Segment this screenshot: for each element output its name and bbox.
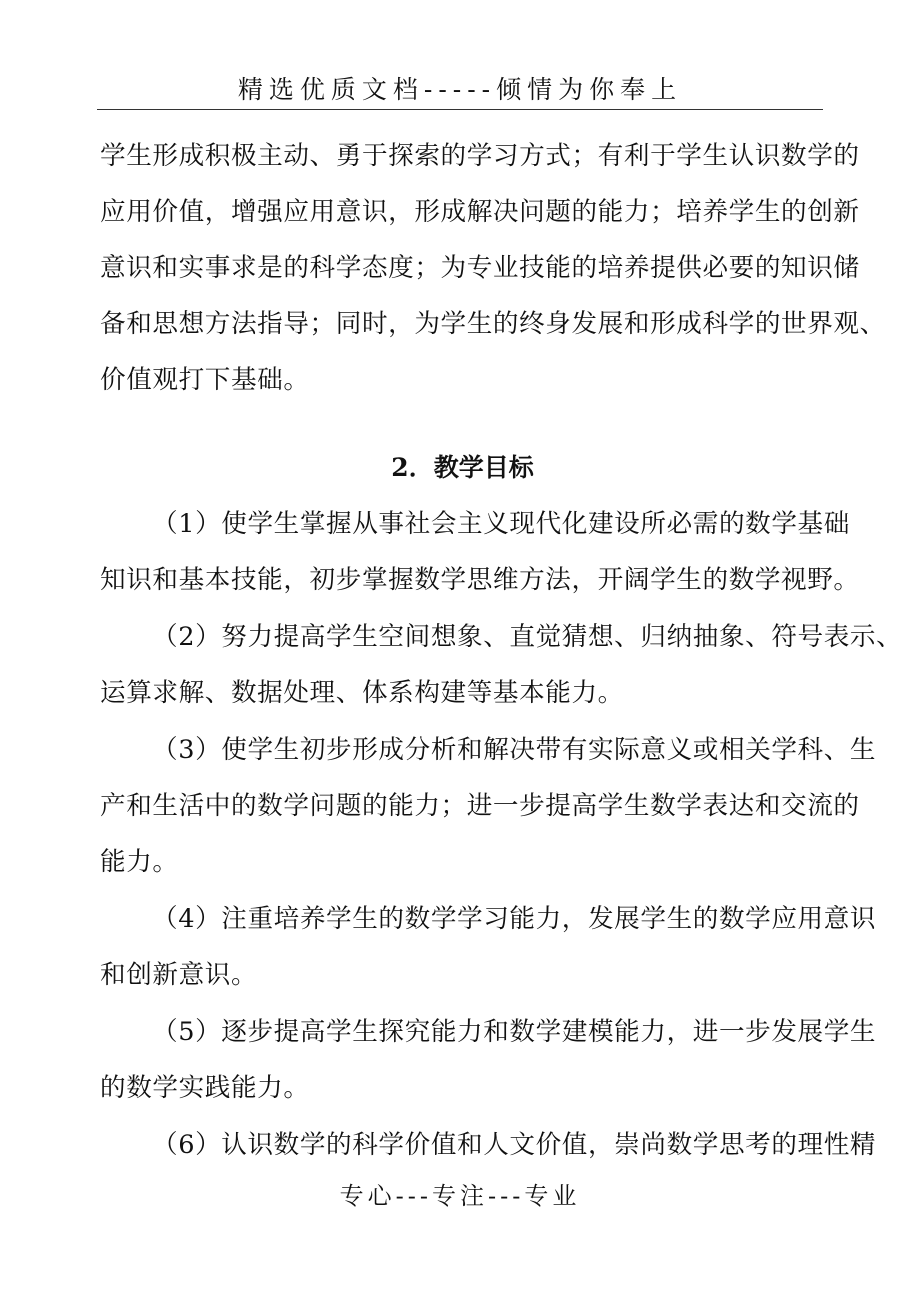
text-line: 运算求解、数据处理、体系构建等基本能力。 <box>100 678 624 708</box>
objective-item <box>100 619 903 711</box>
text-line: 意识和实事求是的科学态度；为专业技能的培养提供必要的知识储 <box>100 253 860 283</box>
text-line: 能力。 <box>100 847 179 877</box>
text-line: 知识和基本技能，初步掌握数学思维方法，开阔学生的数学视野。 <box>100 565 860 595</box>
text-line: （1）使学生掌握从事社会主义现代化建设所必需的数学基础 <box>152 509 850 539</box>
objective-item <box>100 506 860 598</box>
header-divider <box>97 109 823 110</box>
text-line: 和创新意识。 <box>100 960 258 990</box>
text-line: 应用价值，增强应用意识，形成解决问题的能力；培养学生的创新 <box>100 197 860 227</box>
page-footer: 专心---专注---专业 <box>339 1182 581 1210</box>
text-line: （6）认识数学的科学价值和人文价值，崇尚数学思考的理性精 <box>152 1130 877 1160</box>
section-heading: 2．教学目标 <box>391 453 534 482</box>
text-line: （4）注重培养学生的数学学习能力，发展学生的数学应用意识 <box>152 904 877 934</box>
text-line: （2）努力提高学生空间想象、直觉猜想、归纳抽象、符号表示、 <box>152 622 903 652</box>
objective-item <box>100 901 877 993</box>
text-line: 产和生活中的数学问题的能力；进一步提高学生数学表达和交流的 <box>100 791 860 821</box>
text-line: 备和思想方法指导；同时，为学生的终身发展和形成科学的世界观、 <box>100 309 886 339</box>
text-line: 的数学实践能力。 <box>100 1073 310 1103</box>
text-line: 学生形成积极主动、勇于探索的学习方式；有利于学生认识数学的 <box>100 141 860 171</box>
page-header: 精选优质文档-----倾情为你奉上 <box>237 75 683 104</box>
objective-item <box>100 1014 877 1106</box>
text-line: （3）使学生初步形成分析和解决带有实际意义或相关学科、生 <box>152 735 877 765</box>
text-line: （5）逐步提高学生探究能力和数学建模能力，进一步发展学生 <box>152 1017 877 1047</box>
page-content <box>100 138 903 1163</box>
objective-item <box>100 732 877 880</box>
intro-paragraph <box>100 138 886 398</box>
text-line: 价值观打下基础。 <box>100 365 310 395</box>
objective-item <box>100 1127 877 1163</box>
